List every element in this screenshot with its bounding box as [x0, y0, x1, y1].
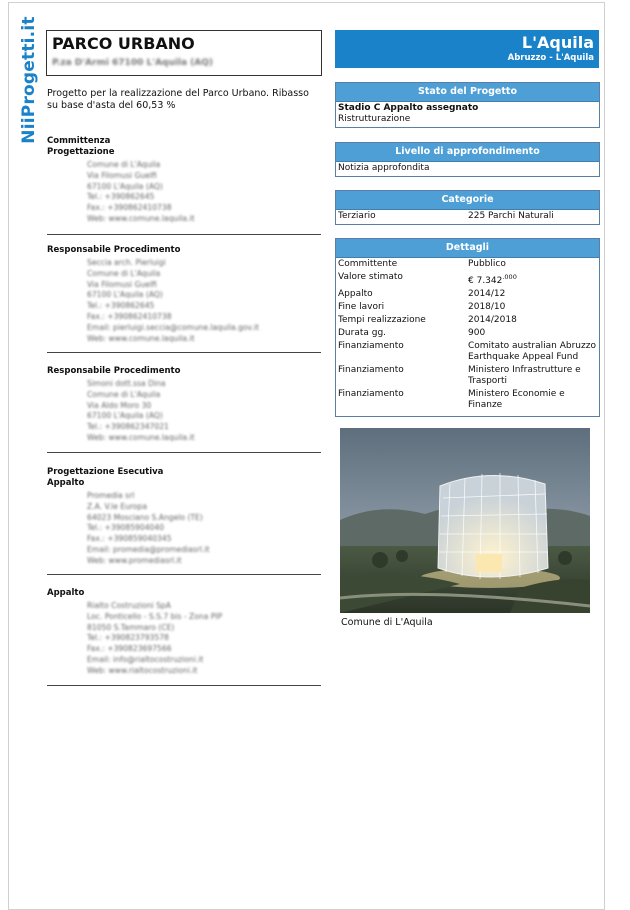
contact-line: Via Aldo Moro 30 [87, 400, 152, 410]
detail-value: 2014/12 [468, 289, 506, 299]
contact-line: Loc. Ponticello - S.S.7 bis - Zona PIP [87, 611, 223, 621]
detail-row [338, 289, 597, 300]
contact-lines [87, 160, 321, 225]
contact-line: 81050 S.Tammaro (CE) [87, 622, 175, 632]
box-header: Categorie [336, 191, 599, 210]
divider [47, 234, 321, 235]
detail-key: Finanziamento [338, 365, 404, 375]
section-heading: Responsabile Procedimento [47, 245, 181, 255]
detail-key: Tempi realizzazione [338, 315, 426, 325]
detail-key: Fine lavori [338, 302, 385, 312]
section-heading: Committenza [47, 136, 111, 146]
detail-key: Finanziamento [338, 341, 404, 351]
contact-line: Tel.: +390862645 [87, 301, 155, 311]
detail-row [338, 341, 597, 363]
contact-section [47, 467, 321, 575]
contact-line[interactable]: Web: www.comune.laquila.it [87, 333, 195, 343]
detail-value: Ministero Infrastrutture e Trasporti [468, 365, 581, 386]
project-title: PARCO URBANO [52, 34, 195, 53]
contact-line[interactable]: Web: www.rialtocostruzioni.it [87, 665, 198, 675]
logo[interactable] [16, 16, 42, 144]
box-header: Stato del Progetto [336, 83, 599, 102]
logo-text[interactable]: NiiProgetti.it [19, 16, 39, 144]
contact-section [47, 588, 321, 686]
contact-line: Tel.: +39085904040 [87, 523, 165, 533]
contact-line: Fax.: +390862410738 [87, 311, 172, 321]
detail-key: Appalto [338, 289, 373, 299]
detail-key: Finanziamento [338, 389, 404, 399]
contact-line: Rialto Costruzioni SpA [87, 601, 171, 610]
category-right: 225 Parchi Naturali [468, 211, 554, 221]
detail-value: 2014/2018 [468, 315, 517, 325]
contact-lines [87, 491, 321, 567]
divider [47, 352, 321, 353]
contact-line: Z.A. V.le Europa [87, 501, 148, 511]
section-heading: Appalto [47, 478, 85, 488]
contact-lines [87, 601, 321, 677]
contact-line[interactable]: Web: www.promediasrl.it [87, 555, 182, 565]
box-header: Dettagli [336, 239, 599, 258]
contact-line: Via Filomusi Guelfi [87, 170, 157, 180]
detail-row [338, 328, 597, 339]
detail-key: Valore stimato [338, 272, 403, 282]
contact-lines [87, 379, 321, 444]
detail-row [338, 365, 597, 387]
contact-line: Comune di L'Aquila [87, 389, 161, 399]
photo-caption: Comune di L'Aquila [341, 617, 433, 628]
section-heading: Appalto [47, 588, 85, 598]
contact-line: Tel.: +390823793578 [87, 633, 169, 643]
divider [47, 574, 321, 575]
category-left: Terziario [338, 211, 376, 221]
contact-line[interactable]: Email: pierluigi.seccia@comune.laquila.gov.it [87, 322, 259, 332]
contact-line: Fax.: +390823697566 [87, 644, 172, 654]
contact-section [47, 366, 321, 453]
contact-line: Fax.: +390862410738 [87, 203, 172, 213]
contact-line: 67100 L'Aquila (AQ) [87, 411, 163, 421]
section-heading: Responsabile Procedimento [47, 366, 181, 376]
section-heading: Progettazione [47, 147, 115, 157]
contact-section [47, 245, 321, 353]
project-type: Ristrutturazione [338, 114, 411, 124]
contact-line: Fax.: +390859040345 [87, 534, 172, 544]
detail-value: € 7.342 [468, 276, 503, 286]
building-rendering [340, 428, 590, 613]
contact-line: Via Filomusi Guelfi [87, 279, 157, 289]
contact-lines [87, 258, 321, 344]
detail-key: Committente [338, 259, 398, 269]
contact-section [47, 136, 321, 235]
detail-key: Durata gg. [338, 328, 387, 338]
location-header [335, 30, 599, 68]
detail-row [338, 302, 597, 313]
dettagli-box [335, 238, 600, 417]
section-heading: Progettazione Esecutiva [47, 467, 164, 477]
contact-line[interactable]: Email: promedia@promediasrl.it [87, 544, 210, 554]
contact-line: Seccia arch. Pierluigi [87, 258, 166, 267]
project-status: Stadio C Appalto assegnato [338, 103, 479, 113]
project-address: P.za D'Armi 67100 L'Aquila (AQ) [52, 58, 214, 68]
box-header: Livello di approfondimento [336, 143, 599, 162]
contact-line: 64023 Mosciano S.Angelo (TE) [87, 512, 203, 522]
detail-row [338, 259, 597, 270]
city-name: L'Aquila [521, 33, 594, 52]
contact-line: Tel.: +390862347021 [87, 422, 169, 432]
detail-value: 2018/10 [468, 302, 506, 312]
contact-line: Comune di L'Aquila [87, 160, 161, 169]
contact-line[interactable]: Email: info@rialtocostruzioni.it [87, 654, 204, 664]
contact-line[interactable]: Web: www.comune.laquila.it [87, 432, 195, 442]
detail-value: 900 [468, 328, 486, 338]
livello-value: Notizia approfondita [338, 163, 430, 173]
detail-value: Ministero Economie e Finanze [468, 389, 565, 410]
contact-line: 67100 L'Aquila (AQ) [87, 181, 163, 191]
detail-row [338, 315, 597, 326]
stato-progetto-box [335, 82, 600, 128]
title-box [46, 30, 322, 76]
divider [47, 685, 321, 686]
categorie-box [335, 190, 600, 225]
livello-box [335, 142, 600, 177]
contact-line: Simoni dott.ssa Dina [87, 379, 166, 388]
divider [47, 452, 321, 453]
detail-row [338, 389, 597, 411]
contact-line[interactable]: Web: www.comune.laquila.it [87, 213, 195, 223]
detail-row [338, 272, 597, 287]
contact-line: 67100 L'Aquila (AQ) [87, 290, 163, 300]
contact-line: Comune di L'Aquila [87, 268, 161, 278]
detail-value: Comitato australian Abruzzo Earthquake Appeal Fund [468, 341, 596, 362]
contact-line: Tel.: +390862645 [87, 192, 155, 202]
contact-line: Promedia srl [87, 491, 135, 500]
detail-value-sup: .000 [502, 273, 517, 281]
region-name: Abruzzo - L'Aquila [507, 53, 594, 63]
project-description: Progetto per la realizzazione del Parco Urbano. Ribasso su base d'asta del 60,53 % [47, 88, 309, 111]
project-photo [340, 428, 590, 613]
detail-value: Pubblico [468, 259, 506, 269]
